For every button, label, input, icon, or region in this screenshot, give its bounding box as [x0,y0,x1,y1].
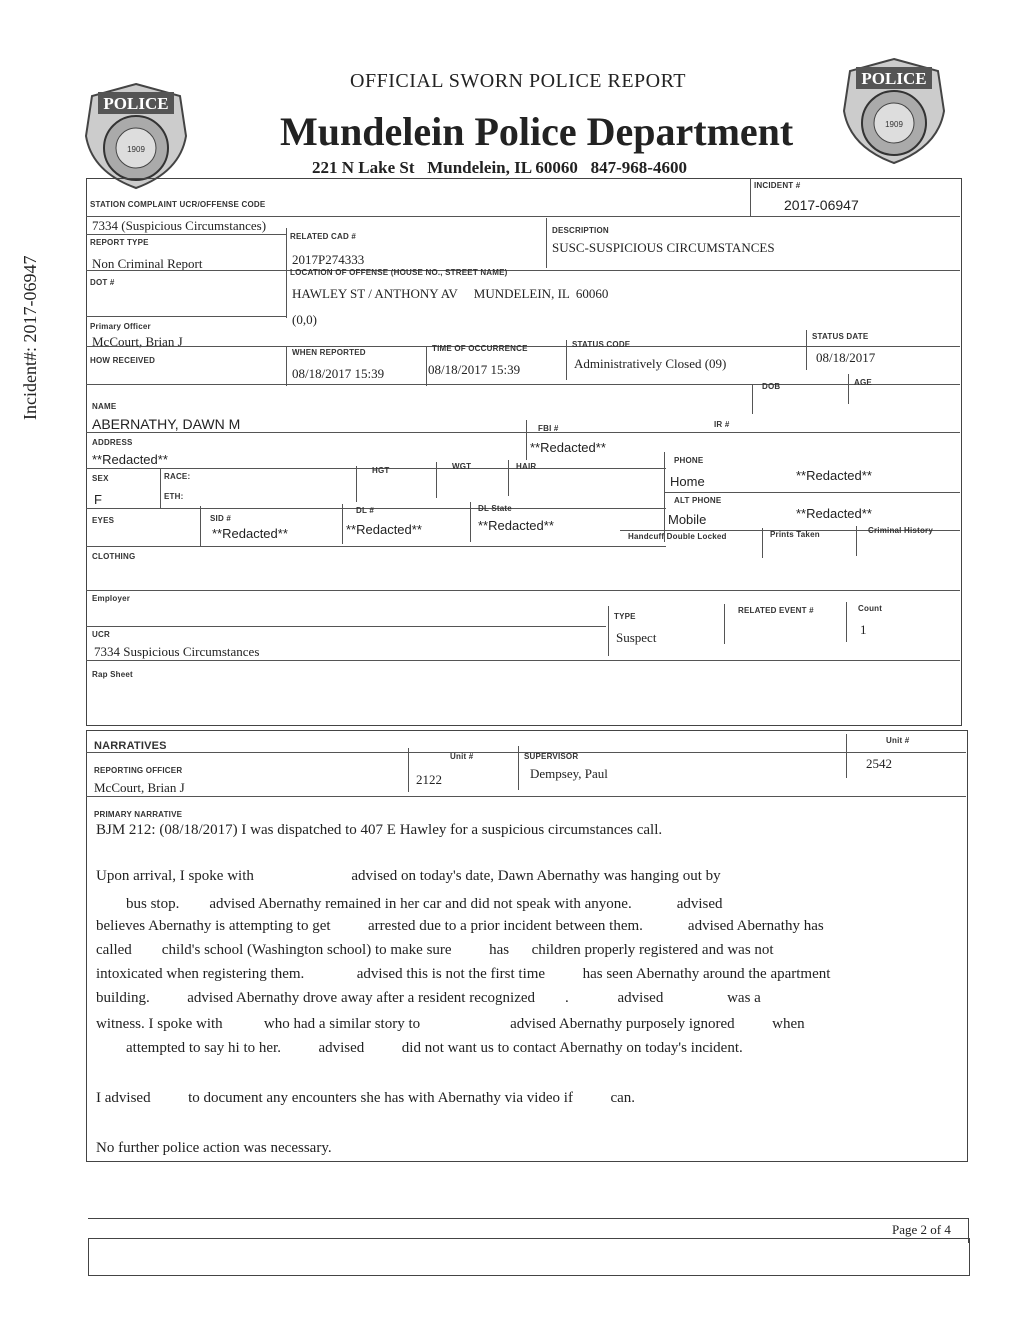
sex-label: SEX [92,474,109,483]
incident-number-label: INCIDENT # [754,181,801,190]
report-type-label: REPORT TYPE [90,238,149,247]
ucr-value: 7334 Suspicious Circumstances [94,644,260,659]
narrative-line: attempted to say hi to her. advised did not want us to contact Abernathy on today's incident. [96,1040,743,1056]
narratives-title: NARRATIVES [94,740,167,752]
primary-officer-value: McCourt, Brian J [92,334,183,349]
rap-sheet-label: Rap Sheet [92,670,133,679]
supervisor-label: SUPERVISOR [524,752,579,761]
status-date-label: STATUS DATE [812,332,869,341]
status-code-value: Administratively Closed (09) [574,356,727,371]
narrative-line: No further police action was necessary. [96,1140,332,1156]
dot-label: DOT # [90,278,115,287]
name-label: NAME [92,402,117,411]
svg-text:POLICE: POLICE [103,94,169,113]
count-value: 1 [860,622,867,637]
sid-label: SID # [210,514,232,523]
unit-value: 2122 [416,772,442,787]
hair-label: HAIR [516,462,537,471]
status-code-label: STATUS CODE [572,340,631,349]
handcuff-label: Handcuff Double Locked [628,532,727,541]
ucr-label: UCR [92,630,110,639]
alt-phone-value: **Redacted** [796,506,872,521]
how-received-label: HOW RECEIVED [90,356,156,365]
dl-state-value: **Redacted** [478,518,554,533]
time-occurrence-value: 08/18/2017 15:39 [428,362,521,377]
phone-type: Home [670,474,705,489]
when-reported-label: WHEN REPORTED [292,348,366,357]
primary-narrative-label: PRIMARY NARRATIVE [94,810,183,819]
police-badge-left-icon [80,80,192,192]
report-type-value: Non Criminal Report [92,256,203,271]
narrative-line: believes Abernathy is attempting to get arrested due to a prior incident between them. advised Abernathy has [96,918,824,934]
dob-label: DOB [762,382,781,391]
employer-label: Employer [92,594,131,603]
name-value: ABERNATHY, DAWN M [92,416,241,432]
race-label: RACE: [164,472,191,481]
narrative-line: Upon arrival, I spoke with advised on today's date, Dawn Abernathy was hanging out by [96,868,721,884]
department-address: 221 N Lake St Mundelein, IL 60060 847-968-4600 [312,158,687,177]
footer-box [88,1238,970,1276]
criminal-history-label: Criminal History [868,526,933,535]
department-name: Mundelein Police Department [280,109,794,154]
unit2-value: 2542 [866,756,892,771]
police-badge-right-icon [838,55,950,167]
side-incident-label: Incident#: 2017-06947 [20,255,40,420]
page-number: Page 2 of 4 [892,1222,951,1237]
narrative-line: BJM 212: (08/18/2017) I was dispatched to 407 E Hawley for a suspicious circumstances call. [96,822,663,838]
related-event-label: RELATED EVENT # [738,606,814,615]
narrative-line: I advised to document any encounters she has with Abernathy via video if can. [96,1090,636,1106]
svg-text:1909: 1909 [127,145,145,154]
when-reported-value: 08/18/2017 15:39 [292,366,385,381]
unit2-label: Unit # [886,736,910,745]
svg-text:1909: 1909 [885,120,903,129]
address-label: ADDRESS [92,438,133,447]
type-value: Suspect [616,630,657,645]
station-complaint-label: STATION COMPLAINT UCR/OFFENSE CODE [90,200,266,209]
alt-phone-label: ALT PHONE [674,496,722,505]
description-value: SUSC-SUSPICIOUS CIRCUMSTANCES [552,240,775,255]
fbi-value: **Redacted** [530,440,606,455]
sex-value: F [94,492,102,507]
wgt-label: WGT [452,462,472,471]
supervisor-value: Dempsey, Paul [530,766,608,781]
primary-officer-label: Primary Officer [90,322,151,331]
related-cad-value: 2017P274333 [292,252,365,267]
dl-state-label: DL State [478,504,512,513]
incident-number-value: 2017-06947 [784,197,859,213]
age-label: AGE [854,378,872,387]
narrative-line: building. advised Abernathy drove away after a resident recognized . advised was a [96,990,761,1006]
time-occurrence-label: TIME OF OCCURRENCE [432,344,528,353]
reporting-officer-value: McCourt, Brian J [94,780,185,795]
narrative-line: bus stop. advised Abernathy remained in her car and did not speak with anyone. advised [96,896,723,912]
dl-value: **Redacted** [346,522,422,537]
narrative-line: called child's school (Washington school) to make sure has children properly registered and was not [96,942,774,958]
eth-label: ETH: [164,492,184,501]
sid-value: **Redacted** [212,526,288,541]
prints-label: Prints Taken [770,530,820,539]
location-label: LOCATION OF OFFENSE (HOUSE NO., STREET NAME) [290,268,508,277]
clothing-label: CLOTHING [92,552,136,561]
svg-text:POLICE: POLICE [861,69,927,88]
report-title: OFFICIAL SWORN POLICE REPORT [350,70,686,92]
phone-label: PHONE [674,456,704,465]
description-label: DESCRIPTION [552,226,609,235]
location-value: HAWLEY ST / ANTHONY AV MUNDELEIN, IL 60060 [292,286,609,301]
page-number-box [88,1218,969,1243]
type-label: TYPE [614,612,636,621]
location-coords: (0,0) [292,312,317,327]
count-label: Count [858,604,883,613]
alt-phone-type: Mobile [668,512,707,527]
hgt-label: HGT [372,466,390,475]
related-cad-label: RELATED CAD # [290,232,357,241]
reporting-officer-label: REPORTING OFFICER [94,766,183,775]
narrative-line: intoxicated when registering them. advised this is not the first time has seen Abernathy around the apartment [96,966,831,982]
address-value: **Redacted** [92,452,168,467]
unit-label: Unit # [450,752,474,761]
eyes-label: EYES [92,516,115,525]
station-complaint-value: 7334 (Suspicious Circumstances) [92,218,267,233]
dl-label: DL # [356,506,374,515]
ir-label: IR # [714,420,730,429]
phone-value: **Redacted** [796,468,872,483]
narrative-line: witness. I spoke with who had a similar story to advised Abernathy purposely ignored when [96,1016,805,1032]
fbi-label: FBI # [538,424,559,433]
status-date-value: 08/18/2017 [816,350,876,365]
